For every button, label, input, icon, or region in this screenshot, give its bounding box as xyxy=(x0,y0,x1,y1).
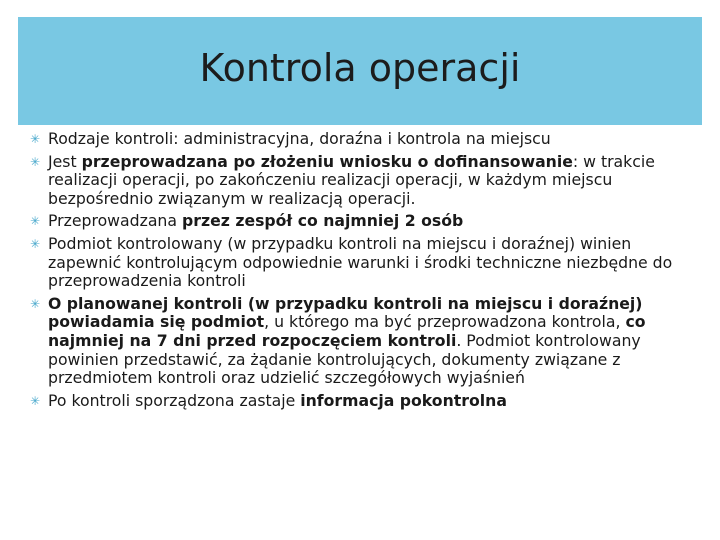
asterisk-bullet-icon: ✳ xyxy=(30,236,41,251)
slide-title: Kontrola operacji xyxy=(199,46,521,90)
bullet-item xyxy=(30,153,692,209)
asterisk-bullet-icon: ✳ xyxy=(30,214,41,229)
bullet-text: Jest xyxy=(48,151,82,171)
bullet-item xyxy=(30,212,692,231)
asterisk-bullet-icon: ✳ xyxy=(30,393,41,408)
asterisk-bullet-icon: ✳ xyxy=(30,296,41,311)
bullet-text-bold: O planowanej kontroli (w przypadku kontroli na miejscu i doraźnej) powiadamia się podmiot xyxy=(48,293,643,332)
bullet-text: , u którego ma być przeprowadzona kontrola, xyxy=(264,312,626,332)
bullet-text: Po kontroli sporządzona zastaje xyxy=(48,390,301,410)
bullet-text-bold: co najmniej na 7 dni przed rozpoczęciem kontroli xyxy=(48,312,646,350)
bullet-list xyxy=(30,130,692,414)
asterisk-bullet-icon: ✳ xyxy=(30,154,41,169)
asterisk-bullet-icon: ✳ xyxy=(30,132,41,146)
bullet-text: . Podmiot kontrolowany powinien przedstawić, za żądanie kontrolujących, dokumenty związane z przedmiotem kontroli oraz udzielić szczegółowych wyjaśnień xyxy=(48,330,641,388)
bullet-item xyxy=(30,235,692,291)
bullet-text: Podmiot kontrolowany (w przypadku kontroli na miejscu i doraźnej) winien zapewnić kontrolującym odpowiednie warunki i środki techniczne niezbędne do przeprowadzenia kontroli xyxy=(48,233,673,291)
bullet-text: : w trakcie realizacji operacji, po zakończeniu realizacji operacji, w każdym miejscu bezpośrednio związanym w realizacją operacji. xyxy=(48,151,655,208)
bullet-item xyxy=(30,295,692,388)
bullet-text-bold: przez zespół co najmniej 2 osób xyxy=(181,211,464,231)
title-band xyxy=(18,17,702,125)
bullet-text: Rodzaje kontroli: administracyjna, doraźna i kontrola na miejscu xyxy=(48,129,551,148)
bullet-text-bold: przeprowadzana po złożeniu wniosku o dofinansowanie xyxy=(81,151,573,171)
bullet-text: Przeprowadzana xyxy=(48,211,182,231)
bullet-item xyxy=(30,130,692,149)
bullet-text-bold: informacja pokontrolna xyxy=(300,390,507,410)
bullet-item xyxy=(30,392,692,411)
